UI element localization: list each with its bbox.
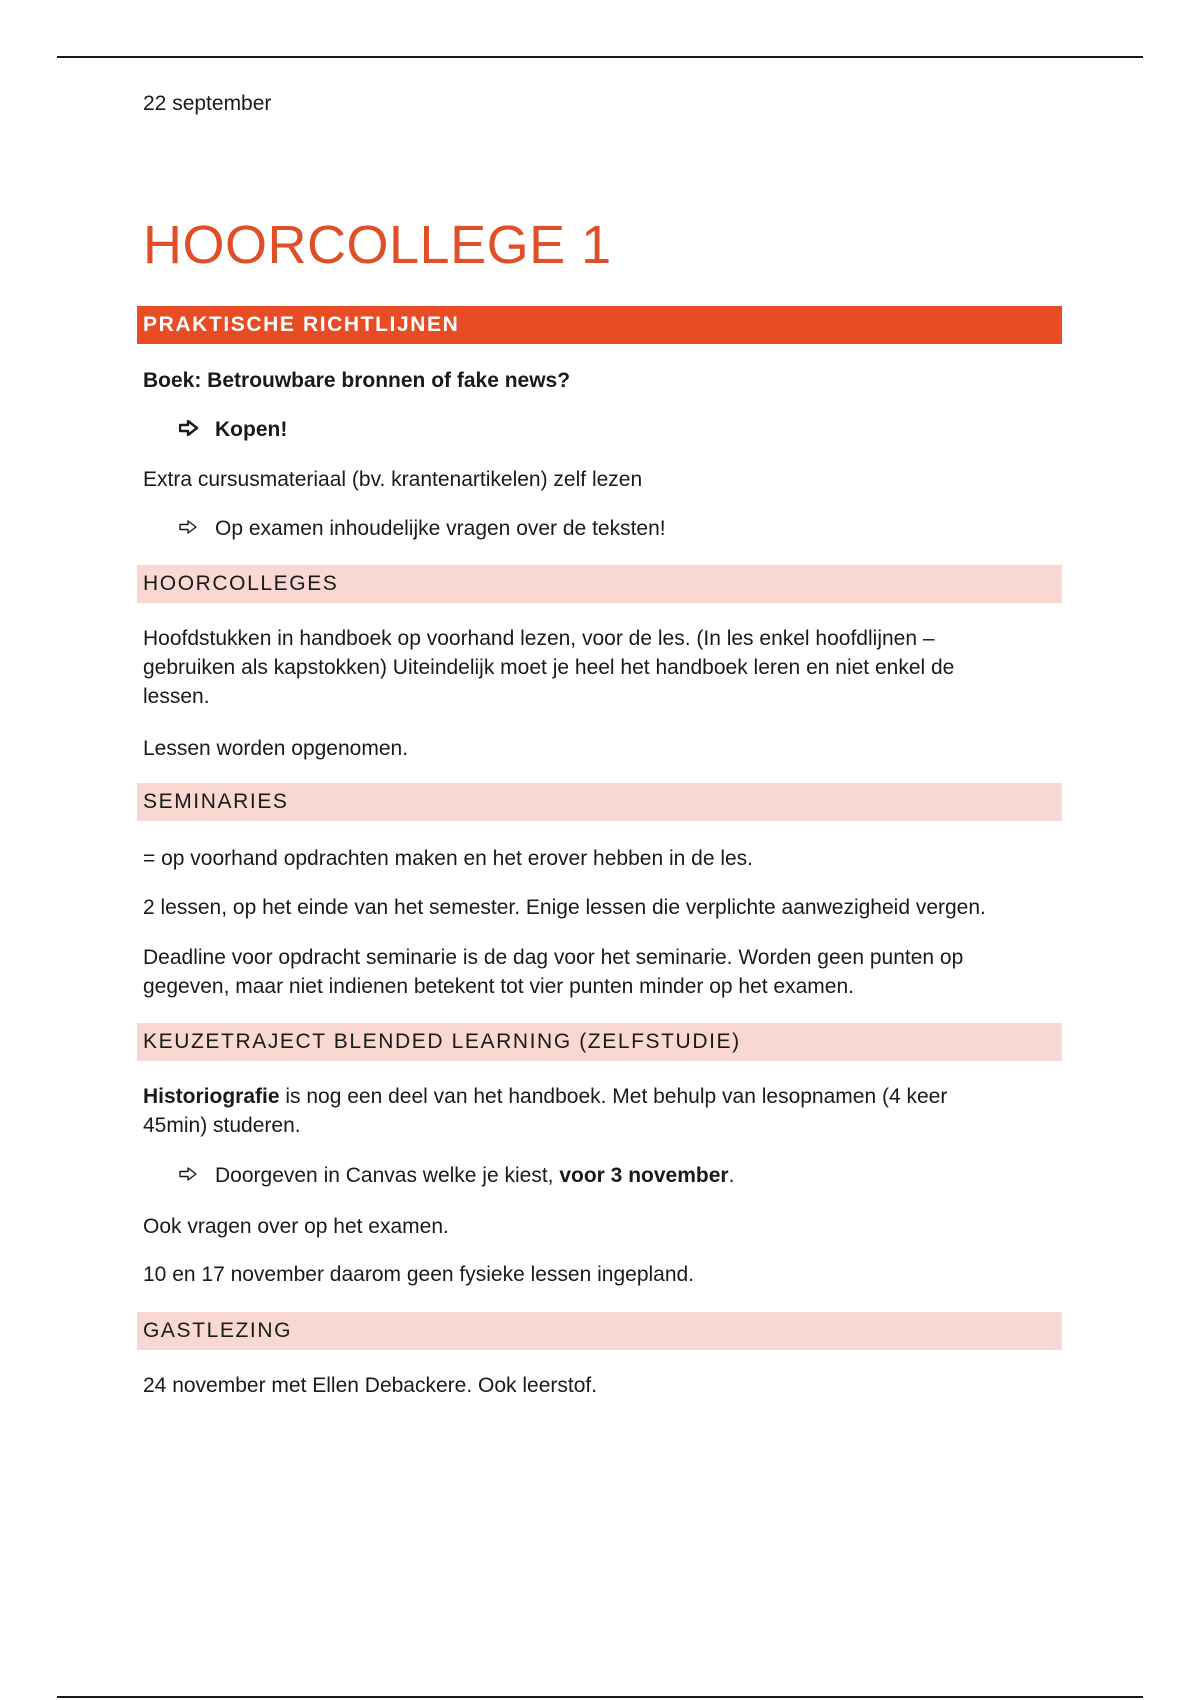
outline-right-arrow-icon (179, 1161, 215, 1190)
keuzetraject-p3: 10 en 17 november daarom geen fysieke lessen ingepland. (143, 1263, 695, 1286)
bullet-kopen-text: Kopen! (215, 418, 288, 441)
bullet-canvas-end: . (728, 1164, 735, 1187)
book-line (143, 366, 1063, 395)
date-label: 22 september (143, 92, 272, 115)
deadline-date: voor 3 november (559, 1164, 729, 1187)
hoorcolleges-paragraph (143, 624, 1063, 711)
extra-material-text: Extra cursusmateriaal (bv. krantenartikelen) zelf lezen (143, 468, 643, 491)
book-title: Boek: Betrouwbare bronnen of fake news? (143, 369, 571, 392)
seminaries-p3-line-2: gegeven, maar niet indienen betekent tot vier punten minder op het examen. (143, 975, 854, 998)
bullet-examen-text: Op examen inhoudelijke vragen over de teksten! (215, 517, 666, 540)
keuzetraject-p1 (143, 1082, 1063, 1140)
bullet-canvas (179, 1161, 734, 1190)
section-heading-keuzetraject: KEUZETRAJECT BLENDED LEARNING (ZELFSTUDIE) (137, 1023, 1062, 1061)
section-heading-praktisch: PRAKTISCHE RICHTLIJNEN (137, 306, 1062, 344)
gastlezing-p1: 24 november met Ellen Debackere. Ook leerstof. (143, 1374, 598, 1397)
keuzetraject-p2: Ook vragen over op het examen. (143, 1215, 449, 1238)
top-rule (57, 56, 1143, 58)
seminaries-p2: 2 lessen, op het einde van het semester. Enige lessen die verplichte aanwezigheid vergen. (143, 896, 986, 919)
outline-right-arrow-icon (179, 514, 215, 543)
keuzetraject-p1-rest: is nog een deel van het handboek. Met behulp van lesopnamen (4 keer (279, 1085, 948, 1108)
seminaries-p1: = op voorhand opdrachten maken en het erover hebben in de les. (143, 847, 754, 870)
section-heading-hoorcolleges: HOORCOLLEGES (137, 565, 1062, 603)
bullet-kopen (179, 415, 287, 444)
opgenomen-text: Lessen worden opgenomen. (143, 737, 409, 760)
historiografie-term: Historiografie (143, 1085, 280, 1108)
seminaries-p3 (143, 943, 1063, 1001)
section-heading-gastlezing: GASTLEZING (137, 1312, 1062, 1350)
seminaries-p3-line-1: Deadline voor opdracht seminarie is de dag voor het seminarie. Worden geen punten op (143, 946, 964, 969)
section-heading-seminaries: SEMINARIES (137, 783, 1062, 821)
bullet-canvas-text: Doorgeven in Canvas welke je kiest, (215, 1164, 560, 1187)
hoorcolleges-line-1: Hoofdstukken in handboek op voorhand lezen, voor de les. (In les enkel hoofdlijnen – (143, 627, 935, 650)
keuzetraject-p1-line-2: 45min) studeren. (143, 1114, 301, 1137)
page-title: HOORCOLLEGE 1 (143, 215, 612, 275)
hoorcolleges-line-3: lessen. (143, 685, 210, 708)
bottom-rule (57, 1696, 1143, 1698)
bold-right-arrow-icon (179, 415, 215, 444)
bullet-examen (179, 514, 666, 543)
hoorcolleges-line-2: gebruiken als kapstokken) Uiteindelijk moet je heel het handboek leren en niet enkel de (143, 656, 955, 679)
